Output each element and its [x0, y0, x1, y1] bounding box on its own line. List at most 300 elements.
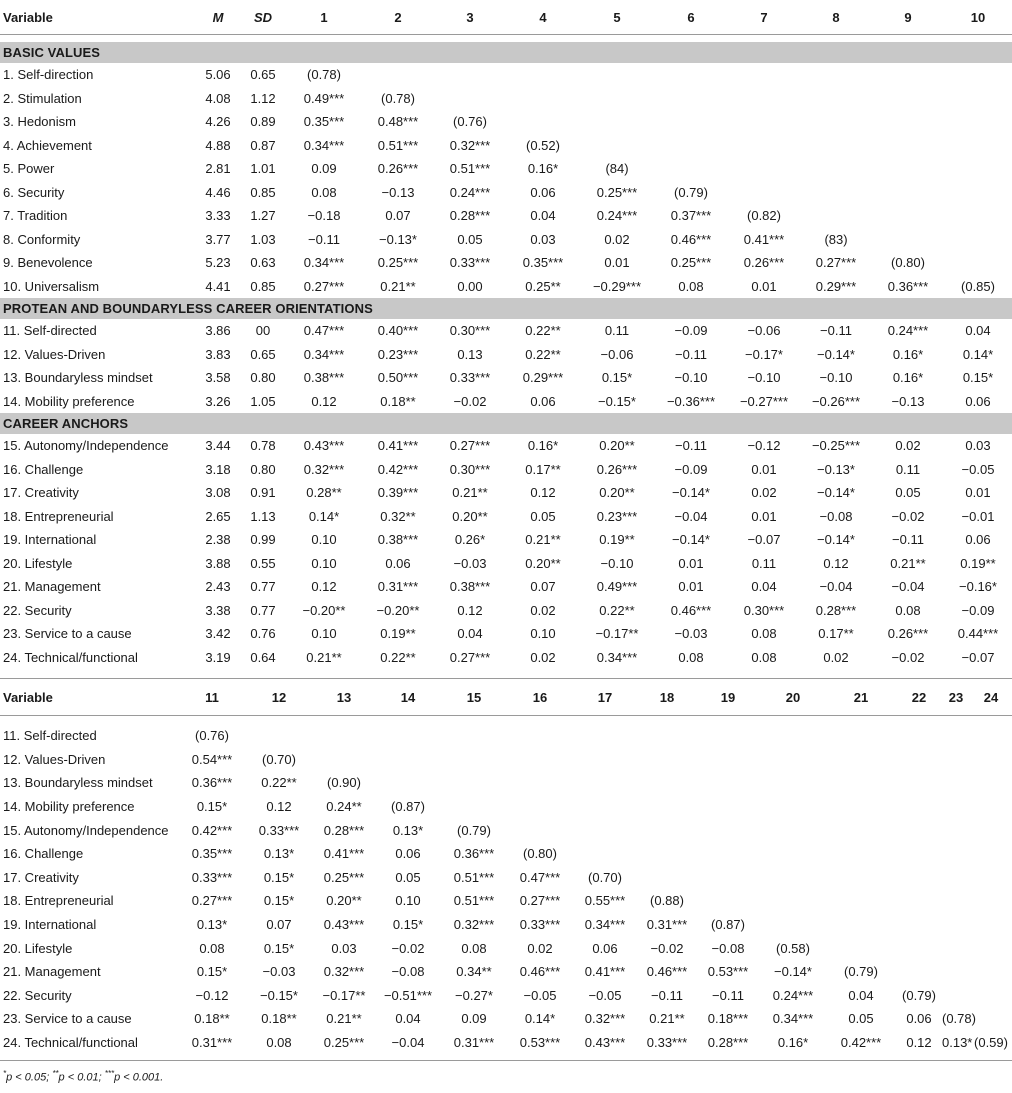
table-cell: 0.12 [266, 799, 292, 815]
table-row [0, 889, 1012, 913]
table-cell: 0.29*** [815, 278, 857, 294]
table-cell: 0.22** [525, 346, 561, 362]
table-cell: 0.12 [311, 393, 337, 409]
table-cell: −0.27*** [739, 393, 789, 409]
table-cell: 0.31*** [191, 1035, 233, 1051]
table-cell [942, 936, 970, 960]
table-cell: −0.11 [892, 532, 924, 548]
section-title: PROTEAN AND BOUNDARYLESS CAREER ORIENTATIONS [0, 298, 1012, 319]
table-row [0, 1007, 1012, 1031]
table-cell: 0.28** [306, 485, 342, 501]
column-header: Variable [0, 679, 178, 716]
section-title: CAREER ANCHORS [0, 413, 1012, 434]
table-cell: 0.22** [525, 323, 561, 339]
row-label: 20. Lifestyle [3, 555, 73, 571]
significance-note [0, 1069, 1012, 1084]
table-cell: 0.36*** [191, 775, 233, 791]
table-cell: 0.78 [250, 438, 276, 454]
table-cell: 4.41 [205, 278, 231, 294]
table-row [0, 458, 1012, 482]
table-cell [896, 866, 942, 890]
table-cell: 0.33*** [258, 822, 300, 838]
table-cell [896, 818, 942, 842]
table-cell: 0.32*** [584, 1011, 626, 1027]
table-cell: 0.31*** [377, 579, 419, 595]
table-cell: 3.83 [205, 346, 231, 362]
table-cell: 0.64 [250, 649, 276, 665]
table-cell: −0.11 [820, 323, 852, 339]
table-cell [800, 134, 872, 158]
table-cell: 0.08 [678, 278, 704, 294]
table-cell [800, 181, 872, 205]
table-cell: 0.39*** [377, 485, 419, 501]
table-cell [638, 795, 696, 819]
table-cell: 3.08 [205, 485, 231, 501]
table-cell: 0.08 [199, 940, 225, 956]
table-cell [760, 818, 826, 842]
column-header: 18 [638, 679, 696, 716]
table-cell [506, 110, 580, 134]
table-cell: (0.79) [674, 184, 708, 200]
table-cell: 3.88 [205, 555, 231, 571]
table-cell: −0.04 [674, 508, 708, 524]
table-cell: 0.15* [196, 799, 228, 815]
table-cell: 0.80 [250, 370, 276, 386]
table-cell: 0.54*** [191, 751, 233, 767]
table-cell: (0.79) [457, 822, 491, 838]
table-cell: 0.43*** [303, 438, 345, 454]
note-sup-3: *** [104, 1069, 115, 1079]
table-cell [970, 771, 1012, 795]
table-cell: 0.24** [326, 799, 362, 815]
table-cell: 0.21** [326, 1011, 362, 1027]
table-cell: 0.15* [196, 964, 228, 980]
table-cell: 0.33*** [519, 917, 561, 933]
table-cell: 0.03 [331, 940, 357, 956]
table-cell: 0.31*** [453, 1035, 495, 1051]
table-cell: 0.02 [530, 649, 556, 665]
table-cell: (0.78) [381, 90, 415, 106]
table-cell: 0.34*** [303, 137, 345, 153]
table-cell [638, 866, 696, 890]
table-cell: (0.87) [711, 917, 745, 933]
table-cell: 0.32*** [303, 461, 345, 477]
table-cell [728, 181, 800, 205]
table-cell [508, 795, 572, 819]
table-cell: 0.20** [525, 555, 561, 571]
table-cell: 0.03 [965, 438, 991, 454]
table-cell [654, 157, 728, 181]
row-label: 9. Benevolence [3, 255, 93, 271]
table-cell: 0.06 [965, 393, 991, 409]
table-cell [580, 87, 654, 111]
table-cell [942, 771, 970, 795]
table-cell: 0.27*** [519, 893, 561, 909]
table-cell [728, 110, 800, 134]
table-row [0, 960, 1012, 984]
table-cell: −0.14* [774, 964, 812, 980]
table-cell: 0.08 [461, 940, 487, 956]
table-cell [944, 204, 1012, 228]
table-cell: 0.48*** [377, 114, 419, 130]
table-cell: 0.33*** [646, 1035, 688, 1051]
table-end-rule [0, 1054, 1012, 1061]
table-cell: 4.26 [205, 114, 231, 130]
row-label: 8. Conformity [3, 231, 81, 247]
table-cell: −0.02 [391, 940, 425, 956]
row-label: 24. Technical/functional [3, 649, 138, 665]
table-cell: 0.04 [530, 208, 556, 224]
table-cell [440, 795, 508, 819]
table-cell: 3.77 [205, 231, 231, 247]
table-cell: 0.14* [308, 508, 340, 524]
table-cell: −0.04 [891, 579, 925, 595]
table-cell [944, 251, 1012, 275]
table-cell: −0.03 [453, 555, 487, 571]
table-cell: 0.19** [599, 532, 635, 548]
table-cell: 0.25*** [377, 255, 419, 271]
table-cell: 0.21** [525, 532, 561, 548]
column-header: 5 [580, 0, 654, 35]
table-cell: 0.27*** [303, 278, 345, 294]
table-row [0, 319, 1012, 343]
table-cell: 0.04 [848, 987, 874, 1003]
table-cell: 0.04 [751, 579, 777, 595]
table-cell [970, 724, 1012, 748]
table-cell: 0.28*** [323, 822, 365, 838]
table-cell: 5.23 [205, 255, 231, 271]
table-cell [970, 960, 1012, 984]
table-cell: 0.15* [392, 917, 424, 933]
table-cell: −0.14* [672, 532, 710, 548]
table-cell: 0.34*** [584, 917, 626, 933]
row-label: 17. Creativity [3, 869, 79, 885]
table-row [0, 528, 1012, 552]
table-cell: −0.11 [712, 987, 744, 1003]
table-cell: 0.08 [751, 626, 777, 642]
table-cell: 0.38*** [377, 532, 419, 548]
table-cell: −0.02 [891, 508, 925, 524]
table-cell: 0.26*** [377, 161, 419, 177]
row-label: 7. Tradition [3, 208, 68, 224]
row-label: 15. Autonomy/Independence [3, 822, 169, 838]
table-cell: 0.12 [530, 485, 556, 501]
table-cell: 0.18** [261, 1011, 297, 1027]
table-cell: 0.33*** [191, 869, 233, 885]
table-row [0, 842, 1012, 866]
table-cell [572, 818, 638, 842]
table-cell [872, 110, 944, 134]
table-cell: −0.17* [745, 346, 783, 362]
table-cell: 0.08 [678, 649, 704, 665]
note-sup-2: ** [52, 1069, 59, 1079]
column-header: 6 [654, 0, 728, 35]
column-header: 3 [434, 0, 506, 35]
table-cell: 0.23*** [596, 508, 638, 524]
table-cell [508, 748, 572, 772]
table-cell: −0.12 [195, 987, 229, 1003]
table-cell: 3.86 [205, 323, 231, 339]
table-row [0, 1031, 1012, 1055]
table-cell: 0.22** [380, 649, 416, 665]
row-label: 5. Power [3, 161, 55, 177]
table-cell [638, 748, 696, 772]
table-cell [872, 63, 944, 87]
table-row [0, 505, 1012, 529]
table-cell: 0.65 [250, 346, 276, 362]
table-cell: −0.02 [891, 649, 925, 665]
table-cell: −0.10 [819, 370, 853, 386]
table-cell: 0.06 [395, 846, 421, 862]
table-cell [826, 795, 896, 819]
column-header: 2 [362, 0, 434, 35]
table-cell [970, 818, 1012, 842]
table-cell [942, 889, 970, 913]
table-cell [896, 936, 942, 960]
table-cell: 0.27*** [815, 255, 857, 271]
table-cell [944, 181, 1012, 205]
column-header: 23 [942, 679, 970, 716]
column-header: Variable [0, 0, 196, 35]
column-header: 13 [312, 679, 376, 716]
table-cell [826, 724, 896, 748]
table-cell: 0.51*** [453, 893, 495, 909]
table-cell: −0.09 [674, 323, 708, 339]
table-cell: 3.19 [205, 649, 231, 665]
table-cell: 0.01 [678, 555, 704, 571]
spacer-row [0, 716, 1012, 725]
table-cell: 0.25*** [596, 184, 638, 200]
table-row [0, 134, 1012, 158]
table-cell [942, 913, 970, 937]
table-cell: (0.80) [891, 255, 925, 271]
table-cell: 0.20** [326, 893, 362, 909]
table-cell: 0.16* [892, 370, 924, 386]
table-row [0, 936, 1012, 960]
table-cell [826, 748, 896, 772]
table-row [0, 481, 1012, 505]
table-cell: 0.27*** [449, 649, 491, 665]
table-cell [760, 889, 826, 913]
table-cell: 0.37*** [670, 208, 712, 224]
table-cell: 0.42*** [377, 461, 419, 477]
table-cell: 0.24*** [887, 323, 929, 339]
table-cell: 0.10 [311, 626, 337, 642]
table-cell: 0.12 [906, 1035, 932, 1051]
table-row [0, 866, 1012, 890]
table-cell: 0.23*** [377, 346, 419, 362]
table-cell: −0.17** [595, 626, 639, 642]
table-cell: 0.87 [250, 137, 276, 153]
table-cell: 0.46*** [670, 231, 712, 247]
table-cell: 0.21** [380, 278, 416, 294]
table-cell [872, 134, 944, 158]
table-cell: 3.58 [205, 370, 231, 386]
spacer-row [0, 35, 1012, 43]
row-label: 4. Achievement [3, 137, 92, 153]
table-cell [872, 228, 944, 252]
table-row [0, 552, 1012, 576]
table-cell: −0.20** [302, 602, 346, 618]
table-cell: −0.20** [376, 602, 420, 618]
table-cell: 0.02 [895, 438, 921, 454]
table-cell: 0.76 [250, 626, 276, 642]
table-cell: 00 [255, 323, 271, 339]
table-cell: 0.44*** [957, 626, 999, 642]
row-label: 14. Mobility preference [3, 799, 135, 815]
table-cell: 0.07 [385, 208, 411, 224]
table-cell [896, 842, 942, 866]
spacer-cell [0, 716, 1012, 725]
table-cell: 0.04 [965, 323, 991, 339]
table-cell: 0.04 [457, 626, 483, 642]
table-cell: 0.06 [592, 940, 618, 956]
table-cell [654, 63, 728, 87]
table-row [0, 599, 1012, 623]
table-cell: −0.01 [961, 508, 995, 524]
table-cell: 1.27 [250, 208, 276, 224]
table-cell: 0.22** [599, 602, 635, 618]
table-cell [896, 960, 942, 984]
section-title: BASIC VALUES [0, 42, 1012, 63]
table-cell [896, 748, 942, 772]
table-cell: 0.34*** [596, 649, 638, 665]
table-cell: 0.15* [263, 869, 295, 885]
table-cell: −0.16* [959, 579, 997, 595]
row-label: 1. Self-direction [3, 67, 94, 83]
table-row [0, 343, 1012, 367]
table-cell: 0.91 [250, 485, 276, 501]
row-label: 19. International [3, 532, 97, 548]
table-cell: 0.21** [306, 649, 342, 665]
table-cell [800, 87, 872, 111]
table-cell [508, 818, 572, 842]
table-cell: 0.33*** [449, 255, 491, 271]
table-cell: 0.02 [527, 940, 553, 956]
table-cell: (0.70) [588, 869, 622, 885]
table-cell: 0.53*** [707, 964, 749, 980]
table-cell [800, 110, 872, 134]
table-cell: 0.20** [452, 508, 488, 524]
row-label: 3. Hedonism [3, 114, 76, 130]
table-cell: 3.42 [205, 626, 231, 642]
table-cell [572, 842, 638, 866]
table-cell: −0.13 [381, 184, 415, 200]
table-cell: 0.89 [250, 114, 276, 130]
table-cell [638, 771, 696, 795]
table-cell: 0.02 [604, 231, 630, 247]
table-cell [760, 913, 826, 937]
table-cell [896, 913, 942, 937]
table-cell [572, 771, 638, 795]
table-cell: 0.01 [751, 278, 777, 294]
table-row [0, 110, 1012, 134]
table-cell [506, 87, 580, 111]
table-cell [760, 842, 826, 866]
table-cell: 0.49*** [596, 579, 638, 595]
table-cell: 0.28*** [707, 1035, 749, 1051]
table-cell: 0.17** [818, 626, 854, 642]
table-cell: 0.13* [392, 822, 424, 838]
column-header: 16 [508, 679, 572, 716]
note-text-1: p < 0.05; [6, 1071, 53, 1084]
table-cell: −0.11 [308, 231, 340, 247]
row-label: 23. Service to a cause [3, 1011, 132, 1027]
column-header: 11 [178, 679, 246, 716]
note-text-2: p < 0.01; [58, 1071, 105, 1084]
row-label: 12. Values-Driven [3, 751, 106, 767]
table-cell: (0.59) [974, 1035, 1008, 1051]
table-cell: 0.46*** [670, 602, 712, 618]
table-cell: (0.79) [902, 987, 936, 1003]
table-cell: 0.13* [196, 917, 228, 933]
table-cell: 0.34*** [772, 1011, 814, 1027]
table-cell: 0.55 [250, 555, 276, 571]
table-cell: 0.28*** [815, 602, 857, 618]
table-cell: −0.27* [455, 987, 493, 1003]
table-cell: 0.16* [527, 438, 559, 454]
table-cell: 0.01 [604, 255, 630, 271]
table-cell: 0.08 [751, 649, 777, 665]
row-label: 20. Lifestyle [3, 940, 73, 956]
section-header-row [0, 298, 1012, 319]
table-cell: 0.12 [823, 555, 849, 571]
table-cell: 0.03 [530, 231, 556, 247]
row-label: 11. Self-directed [3, 728, 97, 744]
table-cell: 0.26*** [743, 255, 785, 271]
table-row [0, 157, 1012, 181]
table-cell: 0.10 [311, 555, 337, 571]
table-cell: 0.06 [530, 184, 556, 200]
table-cell: 0.05 [395, 869, 421, 885]
table-cell [826, 889, 896, 913]
table-row [0, 913, 1012, 937]
table-cell: 0.41*** [323, 846, 365, 862]
table-cell [728, 157, 800, 181]
table-cell [696, 842, 760, 866]
table-cell: −0.14* [672, 485, 710, 501]
table-cell: 0.32*** [453, 917, 495, 933]
table-header-row [0, 679, 1012, 716]
table-cell: 0.21** [890, 555, 926, 571]
table-cell: 2.81 [205, 161, 231, 177]
table-cell: (0.85) [961, 278, 995, 294]
row-label: 24. Technical/functional [3, 1035, 138, 1051]
table-cell [896, 795, 942, 819]
table-cell: −0.07 [747, 532, 781, 548]
table-cell [696, 748, 760, 772]
table-cell: 0.27*** [191, 893, 233, 909]
table-cell: 0.24*** [596, 208, 638, 224]
row-label: 22. Security [3, 987, 72, 1003]
table-cell: 0.43*** [584, 1035, 626, 1051]
career-correlation-table [0, 679, 1012, 1061]
table-cell: 0.49*** [303, 90, 345, 106]
table-row [0, 771, 1012, 795]
table-end-rule [0, 669, 1012, 679]
table-cell: 0.36*** [887, 278, 929, 294]
table-cell [942, 866, 970, 890]
table-cell: −0.10 [600, 555, 634, 571]
table-cell: 0.43*** [323, 917, 365, 933]
table-row [0, 228, 1012, 252]
table-cell [800, 157, 872, 181]
column-header: 8 [800, 0, 872, 35]
table-cell: 0.32** [380, 508, 416, 524]
table-cell: −0.07 [961, 649, 995, 665]
table-header-row [0, 0, 1012, 35]
table-cell: 0.11 [895, 461, 921, 477]
